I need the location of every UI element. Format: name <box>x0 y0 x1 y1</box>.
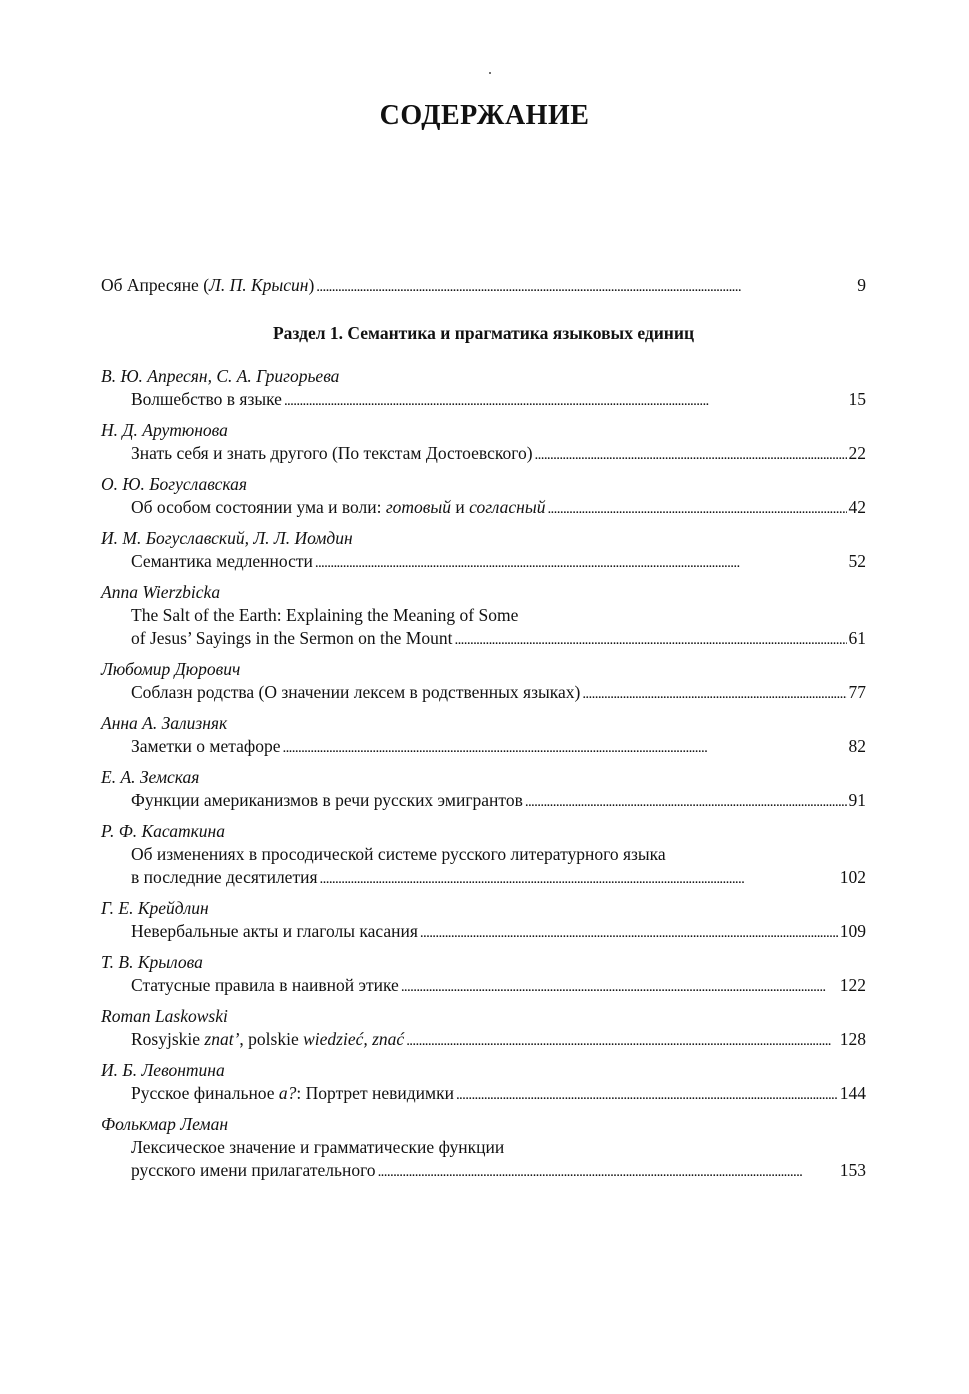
dot-leader <box>406 1028 838 1053</box>
dot-leader <box>315 550 847 575</box>
section-heading: Раздел 1. Семантика и прагматика языковых единиц <box>272 323 695 343</box>
entry-title-line <box>101 843 866 866</box>
entry-title-line <box>101 681 866 706</box>
entry-title-text <box>131 604 518 627</box>
dot-leader <box>454 627 846 652</box>
page-number: 61 <box>848 628 866 648</box>
entry-author: Е. А. Земская <box>101 767 200 787</box>
title-segment: Статусные правила в наивной этике <box>131 975 399 995</box>
dot-leader <box>378 1159 838 1184</box>
title-segment: Волшебство в языке <box>131 389 282 409</box>
title-segment: и <box>451 497 470 517</box>
title-segment: ) <box>308 275 315 295</box>
dot-leader <box>320 866 838 891</box>
page-number: 77 <box>848 682 866 702</box>
title-segment: Об изменениях в просодической системе русского литературного языка <box>131 844 666 864</box>
toc-entry[interactable] <box>101 527 866 575</box>
title-segment: Заметки о метафоре <box>131 736 281 756</box>
dot-leader <box>456 1082 838 1107</box>
page-number: 9 <box>857 275 866 295</box>
dot-leader <box>525 789 847 814</box>
entry-title-text <box>131 442 533 465</box>
entry-author: Т. В. Крылова <box>101 952 203 972</box>
toc-entry[interactable] <box>101 766 866 814</box>
page-number: 82 <box>848 736 866 756</box>
entry-title-line <box>101 1082 866 1107</box>
scan-speck <box>489 72 491 74</box>
entry-title-text <box>131 496 545 519</box>
title-segment: Невербальные акты и глаголы касания <box>131 921 418 941</box>
toc-entry[interactable] <box>101 658 866 706</box>
toc-entry[interactable] <box>101 473 866 521</box>
title-segment: русского имени прилагательного <box>131 1160 376 1180</box>
entry-title-text <box>131 1082 454 1105</box>
entry-title-line <box>101 442 866 467</box>
page-number: 91 <box>848 790 866 810</box>
entry-title-line <box>101 604 866 627</box>
dot-leader <box>282 735 846 760</box>
entry-title-line <box>101 1028 866 1053</box>
title-segment: Семантика медленности <box>131 551 313 571</box>
entry-title-text <box>131 920 418 943</box>
dot-leader <box>420 920 838 945</box>
toc-entry[interactable] <box>101 951 866 999</box>
title-segment: wiedzieć, znać <box>303 1029 405 1049</box>
entry-author: Любомир Дюрович <box>101 659 241 679</box>
toc-entry[interactable] <box>101 581 866 652</box>
entry-title-line <box>101 550 866 575</box>
entry-title-text <box>131 550 313 573</box>
dot-leader <box>284 388 847 413</box>
title-segment: : Портрет невидимки <box>296 1083 454 1103</box>
title-segment: Л. П. Крысин <box>209 275 309 295</box>
toc-entry[interactable] <box>101 1005 866 1053</box>
entry-title-text <box>131 1136 504 1159</box>
entry-title-line <box>101 789 866 814</box>
entry-title-text <box>131 974 399 997</box>
title-segment: Соблазн родства (О значении лексем в родственных языках) <box>131 682 581 702</box>
entry-title-line <box>101 1136 866 1159</box>
entry-author: Фолькмар Леман <box>101 1114 228 1134</box>
entry-title-line <box>101 920 866 945</box>
entry-author: Р. Ф. Касаткина <box>101 821 225 841</box>
entry-title-line <box>101 735 866 760</box>
title-segment: Знать себя и знать другого (По текстам Достоевского) <box>131 443 533 463</box>
entry-author: В. Ю. Апресян, С. А. Григорьева <box>101 366 340 386</box>
entry-title-text <box>131 1028 404 1051</box>
page-number: 42 <box>848 497 866 517</box>
entry-title-line <box>101 866 866 891</box>
title-segment: znat’ <box>204 1029 240 1049</box>
dot-leader <box>547 496 846 521</box>
title-segment: of Jesus’ Sayings in the Sermon on the Mount <box>131 628 453 648</box>
page-number: 109 <box>839 921 866 941</box>
toc-entry[interactable] <box>101 820 866 891</box>
toc-intro-entry[interactable] <box>101 274 866 299</box>
title-segment: а? <box>278 1083 297 1103</box>
title-segment: в последние десятилетия <box>131 867 318 887</box>
dot-leader <box>535 442 847 467</box>
entry-title-line <box>101 496 866 521</box>
title-segment: Лексическое значение и грамматические функции <box>131 1137 505 1157</box>
page-number: 122 <box>839 975 866 995</box>
title-segment: готовый <box>385 497 451 517</box>
table-of-contents <box>101 274 866 1190</box>
entry-title-text <box>131 866 318 889</box>
dot-leader <box>316 274 855 299</box>
toc-entry[interactable] <box>101 1059 866 1107</box>
dot-leader <box>401 974 838 999</box>
toc-entry[interactable] <box>101 365 866 413</box>
title-segment: Об Апресяне ( <box>101 275 210 295</box>
entry-author: О. Ю. Богуславская <box>101 474 247 494</box>
entry-title-text <box>131 681 580 704</box>
entry-author: Anna Wierzbicka <box>101 582 221 602</box>
toc-entry[interactable] <box>101 1113 866 1184</box>
entry-author: И. М. Богуславский, Л. Л. Иомдин <box>101 528 353 548</box>
entry-title-text <box>131 1159 376 1182</box>
title-segment: согласный <box>469 497 546 517</box>
toc-entry[interactable] <box>101 897 866 945</box>
toc-entry[interactable] <box>101 419 866 467</box>
entry-title-text <box>131 789 523 812</box>
page-number: 102 <box>839 867 866 887</box>
entry-title-text <box>131 735 280 758</box>
page-number: 153 <box>839 1160 866 1180</box>
page-number: 128 <box>839 1029 866 1049</box>
entry-author: Анна А. Зализняк <box>101 713 228 733</box>
entry-title-line <box>101 627 866 652</box>
toc-entry[interactable] <box>101 712 866 760</box>
page-title: СОДЕРЖАНИЕ <box>379 100 590 131</box>
page-number: 22 <box>848 443 866 463</box>
entry-title-line <box>101 1159 866 1184</box>
toc-entries <box>101 365 866 1184</box>
entry-title-text <box>131 627 452 650</box>
entry-author: Г. Е. Крейдлин <box>101 898 209 918</box>
title-segment: , polskie <box>239 1029 304 1049</box>
entry-title-line <box>101 388 866 413</box>
title-segment: Русское финальное <box>131 1083 279 1103</box>
title-segment: Функции американизмов в речи русских эмигрантов <box>131 790 523 810</box>
entry-title-text <box>131 388 282 411</box>
entry-author: Н. Д. Арутюнова <box>101 420 228 440</box>
title-segment: The Salt of the Earth: Explaining the Meaning of Some <box>131 605 519 625</box>
dot-leader <box>582 681 846 706</box>
entry-title-line <box>101 974 866 999</box>
entry-author: И. Б. Левонтина <box>101 1060 225 1080</box>
page-number: 52 <box>848 551 866 571</box>
entry-title-text <box>101 274 314 297</box>
entry-author: Roman Laskowski <box>101 1006 228 1026</box>
entry-title-text <box>131 843 666 866</box>
page-number: 15 <box>848 389 866 409</box>
title-segment: Об особом состоянии ума и воли: <box>131 497 386 517</box>
title-segment: Rosyjskie <box>131 1029 205 1049</box>
page-number: 144 <box>839 1083 866 1103</box>
